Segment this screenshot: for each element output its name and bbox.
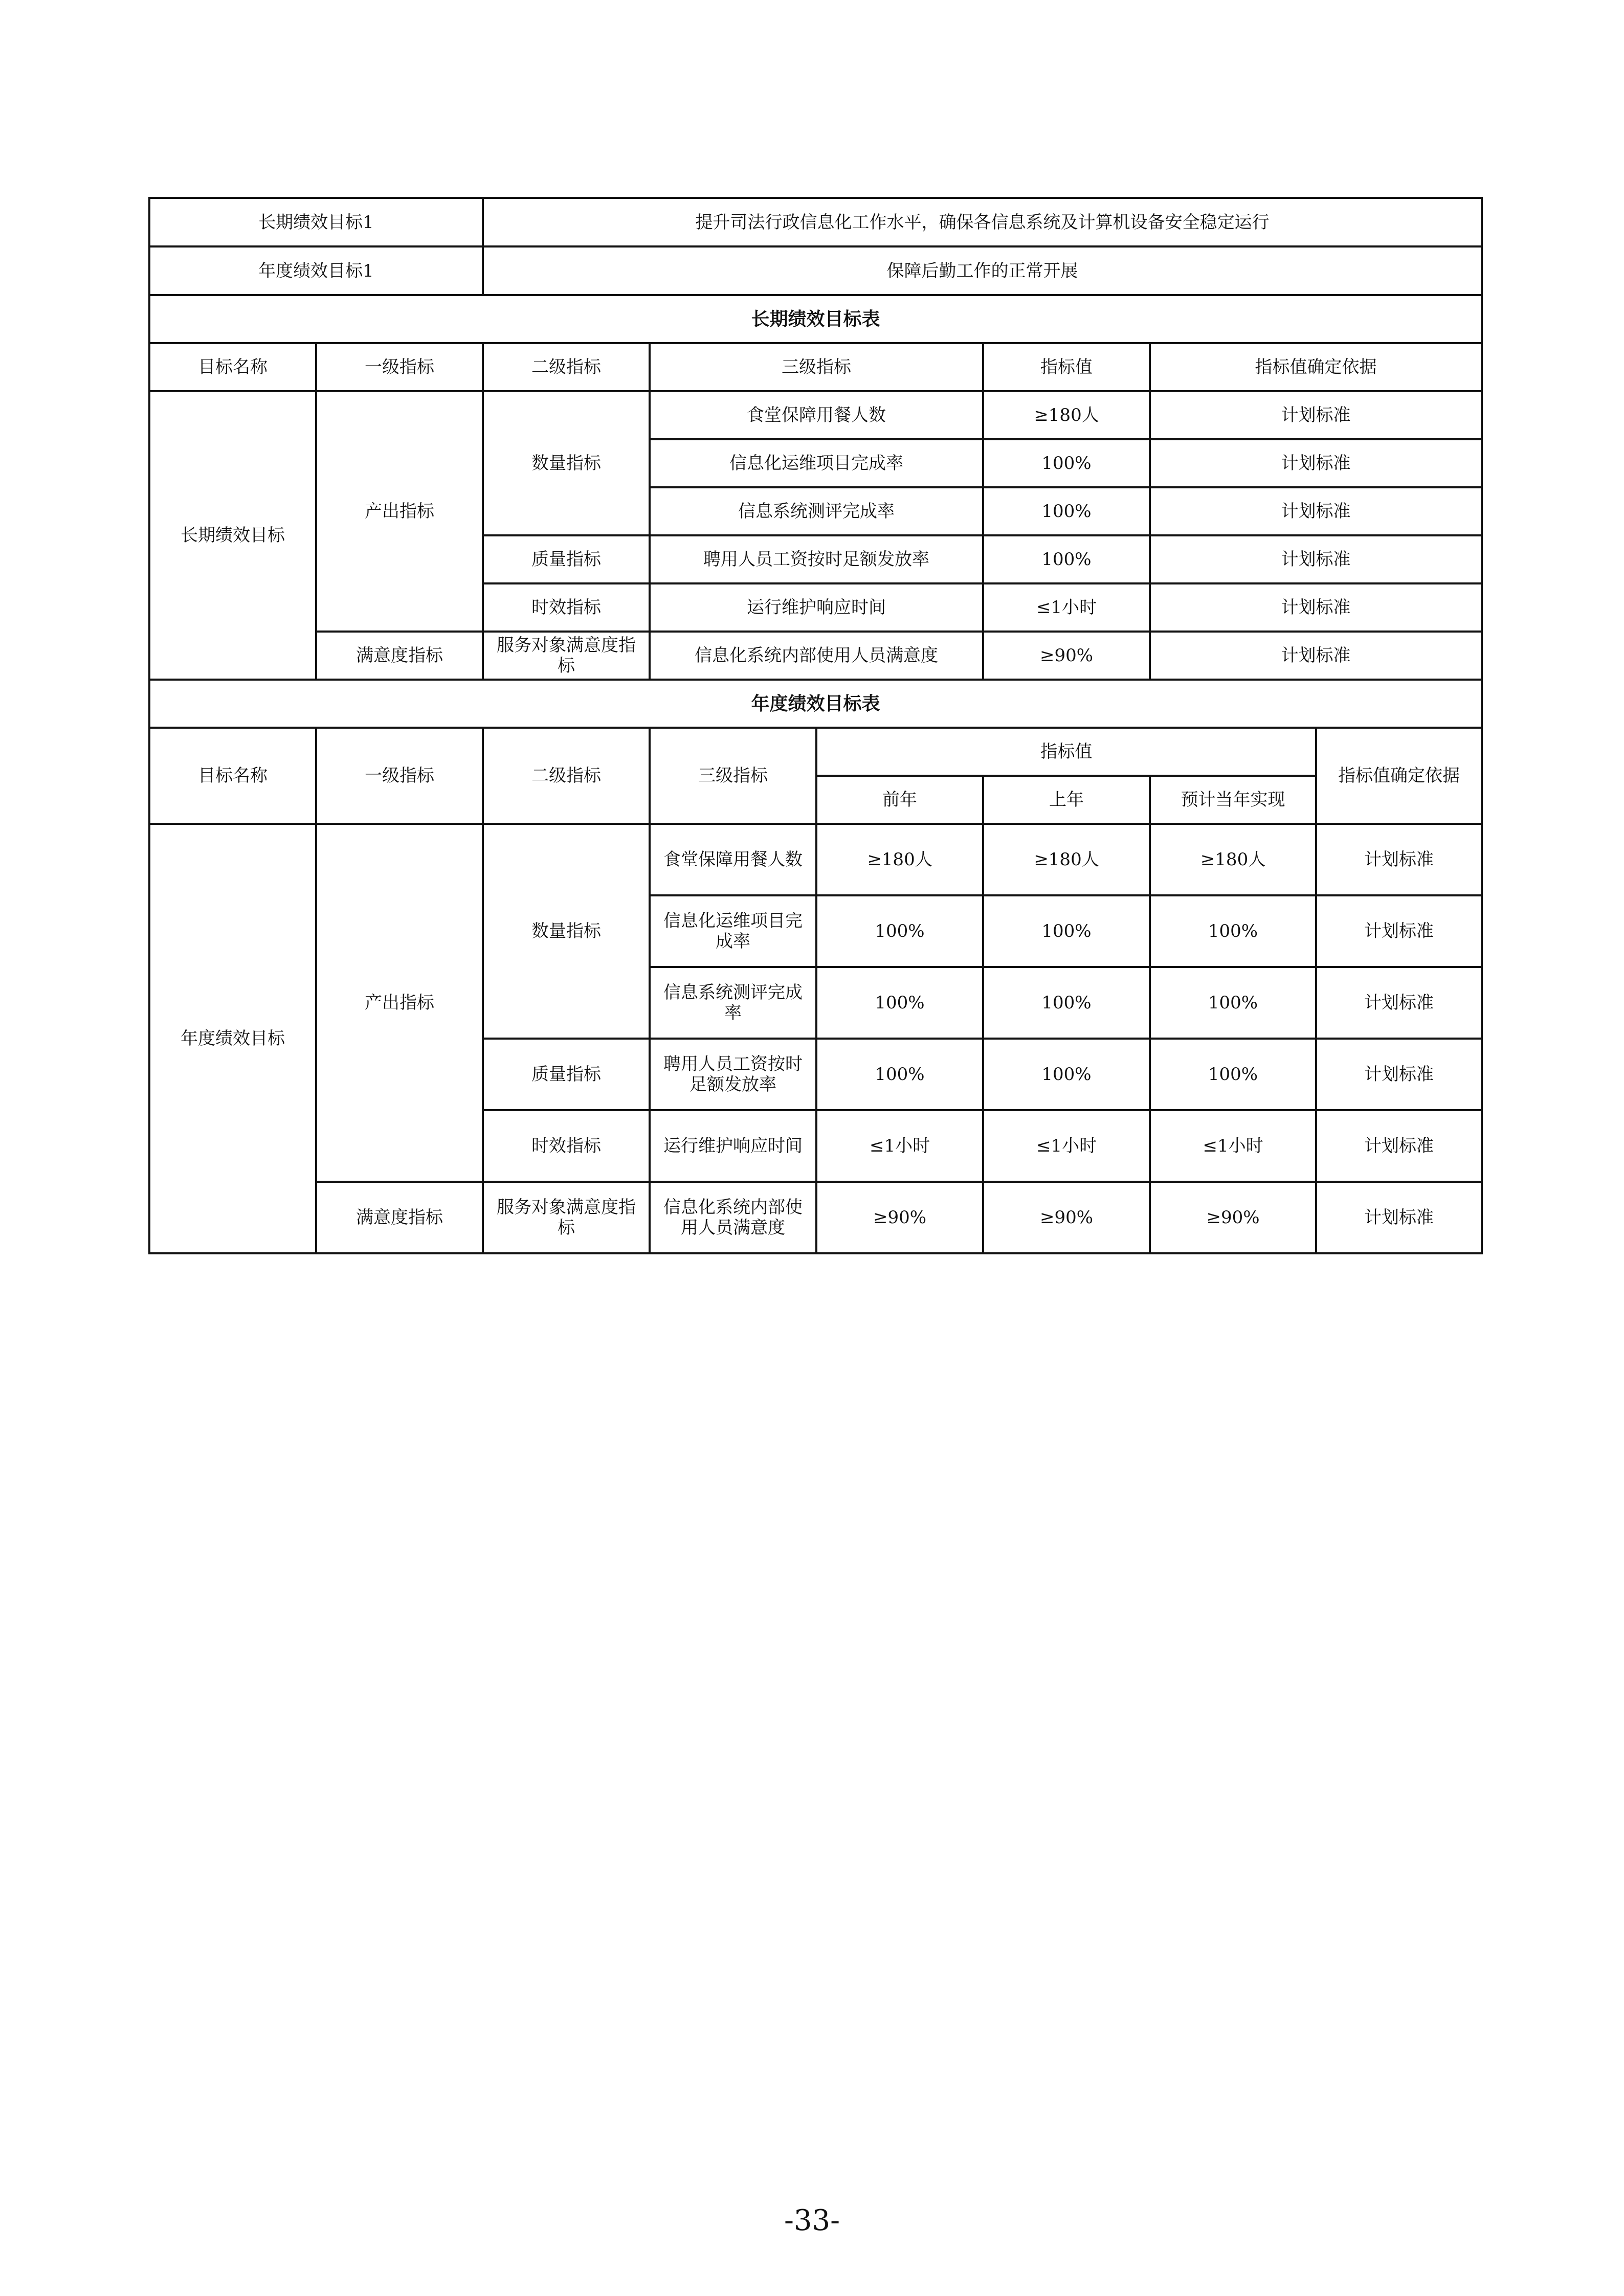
header-value: 指标值 [983, 343, 1150, 391]
value-cell: 100% [816, 895, 983, 967]
level3-cell: 食堂保障用餐人数 [650, 391, 983, 439]
level3-cell: 信息系统测评完成率 [650, 967, 816, 1039]
long-level1-satisfaction: 满意度指标 [316, 632, 483, 680]
header-prev2-year: 前年 [816, 776, 983, 824]
level3-cell: 信息化系统内部使用人员满意度 [650, 632, 983, 680]
value-cell: ≥90% [983, 632, 1150, 680]
basis-cell: 计划标准 [1150, 535, 1482, 583]
value-cell: 100% [1150, 1039, 1316, 1110]
long-level2-service-satisfaction: 服务对象满意度指标 [483, 632, 650, 680]
level3-cell: 运行维护响应时间 [650, 583, 983, 632]
header-goal-name: 目标名称 [149, 343, 316, 391]
basis-cell: 计划标准 [1150, 391, 1482, 439]
value-cell: ≤1小时 [1150, 1110, 1316, 1182]
header-goal-name: 目标名称 [149, 728, 316, 824]
value-cell: 100% [1150, 967, 1316, 1039]
level3-cell: 聘用人员工资按时足额发放率 [650, 1039, 816, 1110]
basis-cell: 计划标准 [1316, 967, 1482, 1039]
header-level2: 二级指标 [483, 343, 650, 391]
long-table-header-row [149, 343, 1482, 391]
value-cell: ≥90% [1150, 1182, 1316, 1253]
header-level3: 三级指标 [650, 343, 983, 391]
annual-level1-satisfaction: 满意度指标 [316, 1182, 483, 1253]
long-level1-output: 产出指标 [316, 391, 483, 632]
value-cell: 100% [983, 487, 1150, 535]
level3-cell: 聘用人员工资按时足额发放率 [650, 535, 983, 583]
table-row [149, 632, 1482, 680]
annual-table-title-row [149, 680, 1482, 728]
value-cell: ≥90% [816, 1182, 983, 1253]
value-cell: ≤1小时 [983, 583, 1150, 632]
basis-cell: 计划标准 [1316, 824, 1482, 895]
basis-cell: 计划标准 [1150, 439, 1482, 487]
header-level2: 二级指标 [483, 728, 650, 824]
value-cell: ≥180人 [983, 391, 1150, 439]
basis-cell: 计划标准 [1150, 583, 1482, 632]
long-level2-timeliness: 时效指标 [483, 583, 650, 632]
header-prev1-year: 上年 [983, 776, 1150, 824]
header-level3: 三级指标 [650, 728, 816, 824]
value-cell: 100% [983, 439, 1150, 487]
long-level2-quantity: 数量指标 [483, 391, 650, 535]
table-row [149, 1182, 1482, 1253]
basis-cell: 计划标准 [1316, 1182, 1482, 1253]
value-cell: 100% [816, 967, 983, 1039]
annual-goal-name: 年度绩效目标 [149, 824, 316, 1253]
level3-cell: 信息化运维项目完成率 [650, 439, 983, 487]
annual-level2-quantity: 数量指标 [483, 824, 650, 1039]
value-cell: ≤1小时 [983, 1110, 1150, 1182]
header-value: 指标值 [816, 728, 1316, 776]
annual-level2-quality: 质量指标 [483, 1039, 650, 1110]
annual-table-header-row [149, 728, 1482, 776]
level3-cell: 食堂保障用餐人数 [650, 824, 816, 895]
level3-cell: 信息系统测评完成率 [650, 487, 983, 535]
basis-cell: 计划标准 [1316, 1039, 1482, 1110]
annual-goal-row [149, 246, 1482, 295]
level3-cell: 运行维护响应时间 [650, 1110, 816, 1182]
value-cell: 100% [816, 1039, 983, 1110]
performance-goals-table [148, 197, 1483, 1254]
long-goal-label: 长期绩效目标1 [149, 198, 483, 246]
long-table-title-row [149, 295, 1482, 343]
long-goal-row [149, 198, 1482, 246]
annual-goal-label: 年度绩效目标1 [149, 246, 483, 295]
long-goal-name: 长期绩效目标 [149, 391, 316, 680]
table-row [149, 391, 1482, 439]
long-goal-value: 提升司法行政信息化工作水平，确保各信息系统及计算机设备安全稳定运行 [483, 198, 1482, 246]
annual-level2-timeliness: 时效指标 [483, 1110, 650, 1182]
page-number: -33- [784, 2204, 840, 2237]
long-table-title: 长期绩效目标表 [149, 295, 1482, 343]
value-cell: ≥90% [983, 1182, 1150, 1253]
value-cell: 100% [1150, 895, 1316, 967]
header-level1: 一级指标 [316, 343, 483, 391]
header-basis: 指标值确定依据 [1316, 728, 1482, 824]
value-cell: 100% [983, 967, 1150, 1039]
annual-level1-output: 产出指标 [316, 824, 483, 1182]
value-cell: ≥180人 [816, 824, 983, 895]
level3-cell: 信息化运维项目完成率 [650, 895, 816, 967]
long-level2-quality: 质量指标 [483, 535, 650, 583]
value-cell: 100% [983, 1039, 1150, 1110]
value-cell: 100% [983, 535, 1150, 583]
header-level1: 一级指标 [316, 728, 483, 824]
value-cell: ≥180人 [983, 824, 1150, 895]
header-basis: 指标值确定依据 [1150, 343, 1482, 391]
basis-cell: 计划标准 [1150, 487, 1482, 535]
annual-table-title: 年度绩效目标表 [149, 680, 1482, 728]
header-current-year: 预计当年实现 [1150, 776, 1316, 824]
value-cell: 100% [983, 895, 1150, 967]
annual-goal-value: 保障后勤工作的正常开展 [483, 246, 1482, 295]
basis-cell: 计划标准 [1150, 632, 1482, 680]
annual-level2-service-satisfaction: 服务对象满意度指标 [483, 1182, 650, 1253]
value-cell: ≤1小时 [816, 1110, 983, 1182]
basis-cell: 计划标准 [1316, 895, 1482, 967]
level3-cell: 信息化系统内部使用人员满意度 [650, 1182, 816, 1253]
basis-cell: 计划标准 [1316, 1110, 1482, 1182]
value-cell: ≥180人 [1150, 824, 1316, 895]
table-row [149, 824, 1482, 895]
